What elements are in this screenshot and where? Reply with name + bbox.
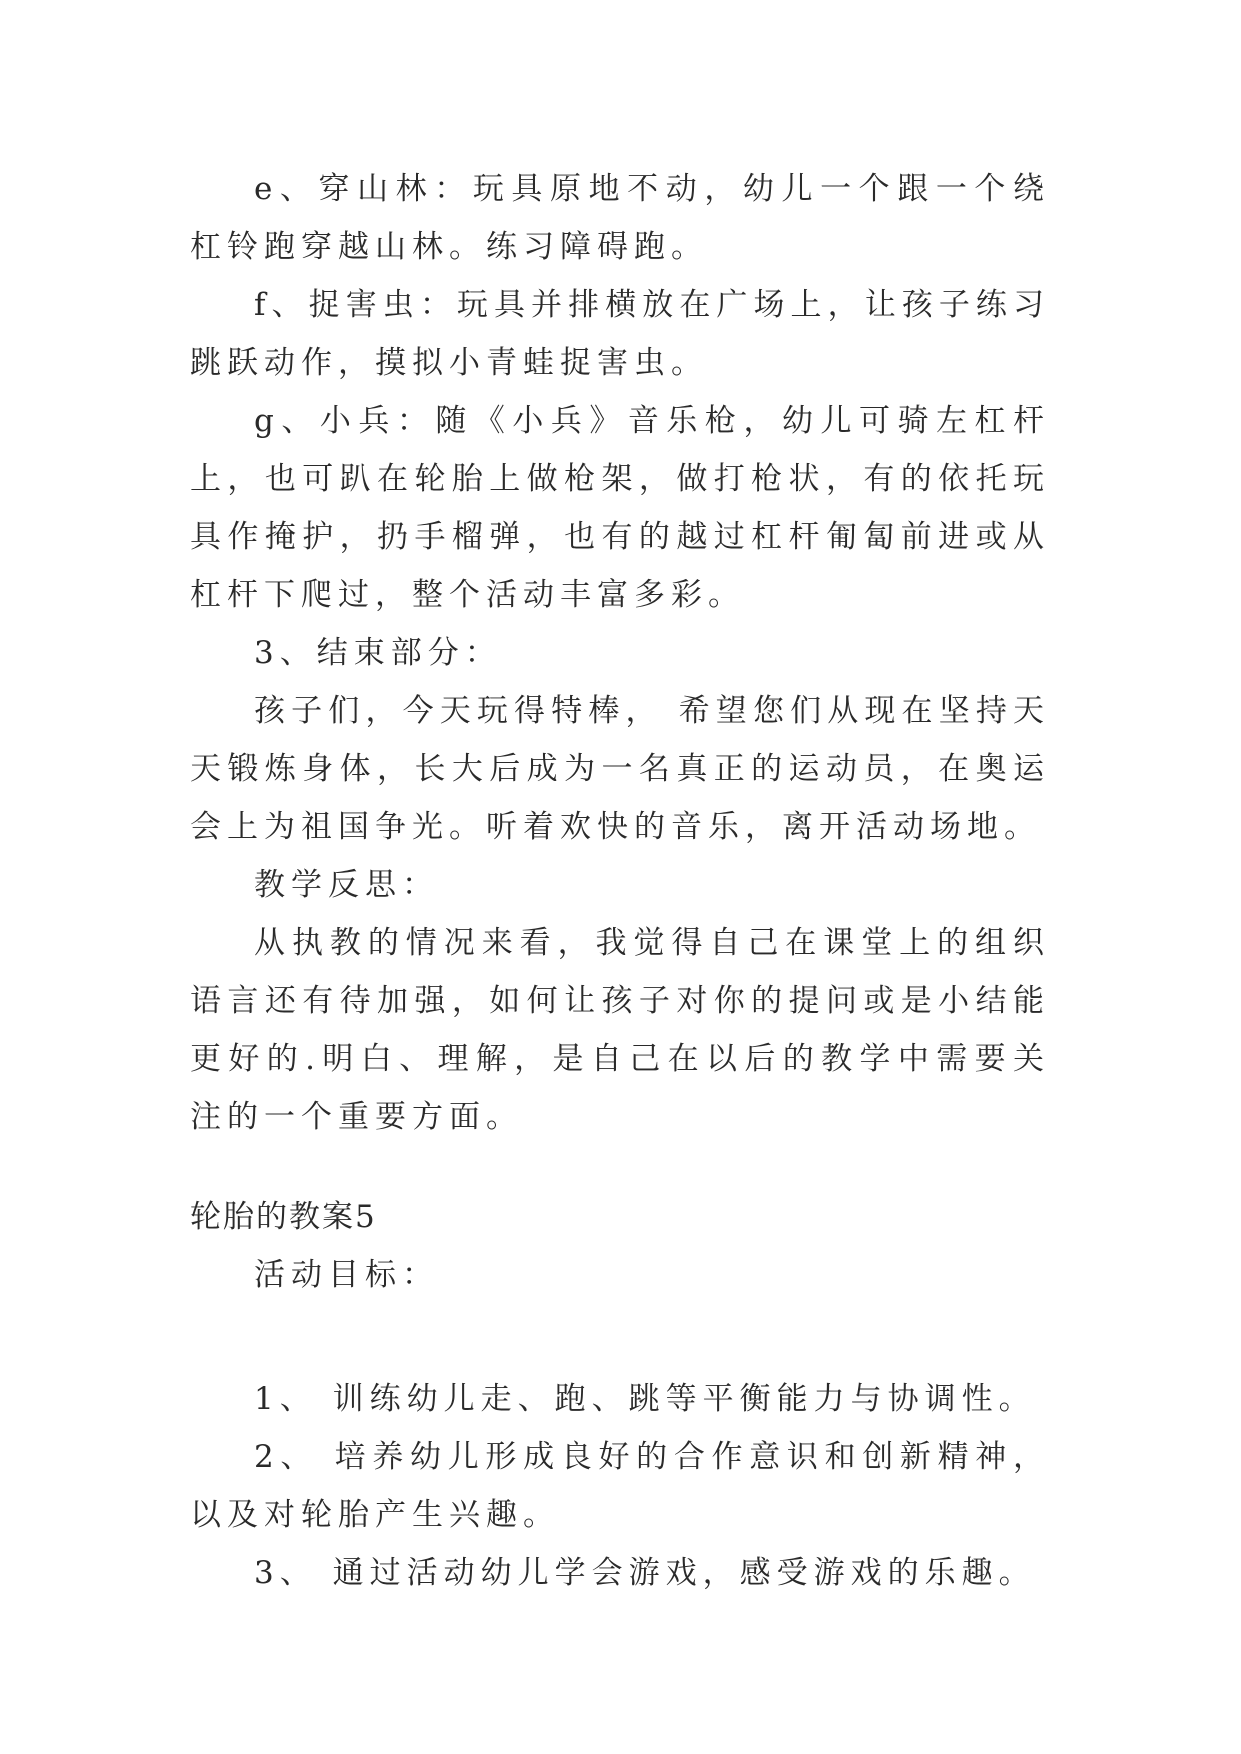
paragraph-ending-text: 孩子们，今天玩得特棒， 希望您们从现在坚持天天锻炼身体，长大后成为一名真正的运动员，在奥运会上为祖国争光。听着欢快的音乐，离开活动场地。 bbox=[190, 693, 1050, 845]
paragraph-chuan-shan-lin: e、穿山林：玩具原地不动，幼儿一个跟一个绕杠铃跑穿越山林。练习障碍跑。 bbox=[190, 171, 1050, 265]
goal-item-2: 2、 培养幼儿形成良好的合作意识和创新精神，以及对轮胎产生兴趣。 bbox=[190, 1439, 1050, 1533]
goal-item-1: 1、 训练幼儿走、跑、跳等平衡能力与协调性。 bbox=[254, 1381, 1036, 1417]
paragraph-ending-heading: 3、结束部分： bbox=[254, 635, 502, 671]
section-title: 轮胎的教案5 bbox=[190, 1199, 377, 1235]
goal-spacer bbox=[190, 1304, 1050, 1370]
paragraph-zhuo-hai-chong: f、捉害虫：玩具并排横放在广场上，让孩子练习跳跃动作，摸拟小青蛙捉害虫。 bbox=[190, 287, 1050, 381]
activity-goal-heading: 活动目标： bbox=[254, 1257, 439, 1293]
paragraph-xiao-bing: g、小兵：随《小兵》音乐枪，幼儿可骑左杠杆上，也可趴在轮胎上做枪架，做打枪状，有的依托玩具作掩护，扔手榴弹，也有的越过杠杆匍匐前进或从杠杆下爬过，整个活动丰富多彩。 bbox=[190, 403, 1050, 613]
paragraph-reflection-text: 从执教的情况来看，我觉得自己在课堂上的组织语言还有待加强，如何让孩子对你的提问或是小结能更好的.明白、理解，是自己在以后的教学中需要关注的一个重要方面。 bbox=[190, 925, 1050, 1135]
document-body bbox=[190, 160, 1050, 1602]
paragraph-reflection-heading: 教学反思： bbox=[254, 867, 439, 903]
goal-item-3: 3、 通过活动幼儿学会游戏，感受游戏的乐趣。 bbox=[254, 1555, 1036, 1591]
section-spacer bbox=[190, 1146, 1050, 1188]
